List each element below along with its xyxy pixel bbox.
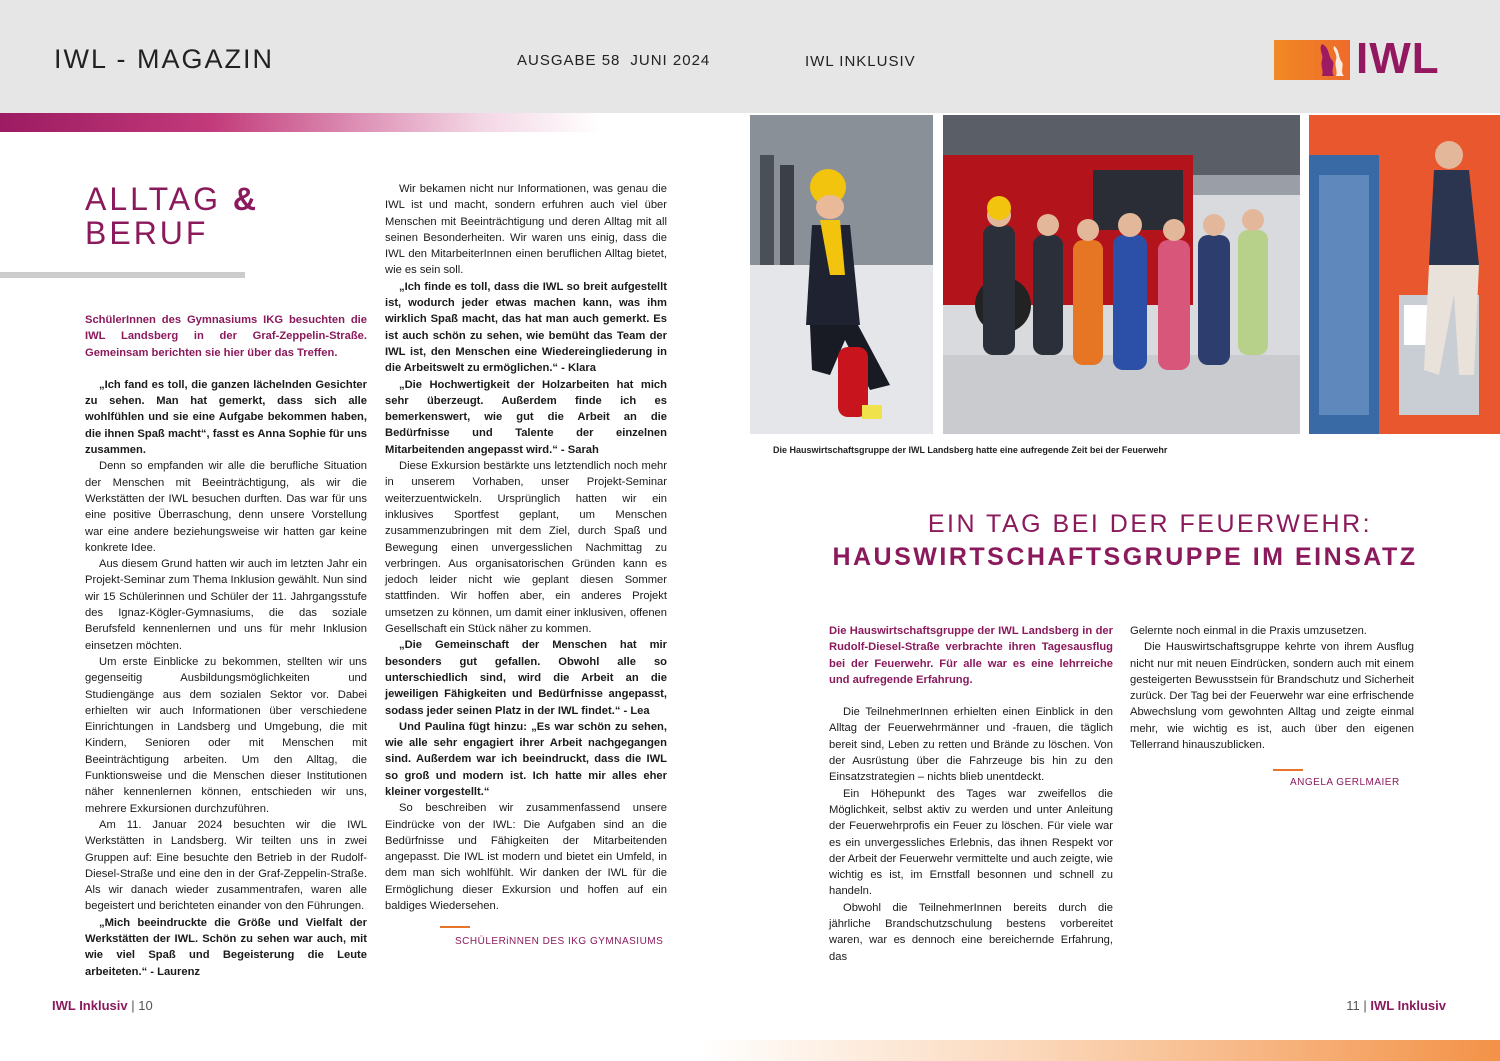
paragraph: „Mich beeindruckte die Größe und Vielfalt der Werkstätten der IWL. Schön zu sehen war auch, mit wie viel Spaß und Begeisterung die Leute arbeiteten.“ - Laurenz: [85, 916, 367, 978]
paragraph: Die TeilnehmerInnen erhielten einen Einblick in den Alltag der Feuerwehrmänner und -frauen, die täglich bereit sind, Leben zu retten und Brände zu löschen. Von der Ausrüstung über die Fahrzeuge bis hin zu den Einsatzstrategien – nichts blieb unentdeckt.: [829, 706, 1113, 784]
paragraph: „Ich finde es toll, dass die IWL so breit aufgestellt ist, wodurch jeder etwas machen kann, was ihm wirklich Spaß macht, das hat man auch gemerkt. Es ist auch schön zu sehen, wie bemüht das Team der IWL ist, den Menschen eine Wiedereingliederung in die Arbeitswelt zu ermöglichen.“ - Klara: [385, 280, 667, 375]
footer-left-page: 10: [138, 998, 153, 1013]
left-article-author: SCHÜLERiNNEN DES IKG GYMNASIUMS: [455, 936, 664, 947]
paragraph: Und Paulina fügt hinzu: „Es war schön zu sehen, wie alle sehr engagiert ihrer Arbeit nachgegangen sind. Außerdem war ich beeindruckt, dass die IWL so groß und modern ist. Ich hatte mir alles eher kleiner vorgestellt.“: [385, 720, 667, 798]
issue-month: JUNI 2024: [630, 52, 711, 69]
footer-separator: |: [131, 998, 135, 1013]
right-article-title-line-2: HAUSWIRTSCHAFTSGRUPPE IM EINSATZ: [832, 543, 1418, 571]
paragraph: Wir bekamen nicht nur Informationen, was genau die IWL ist und macht, sondern erfuhren auch viel über Menschen mit Beeinträchtigung und deren Alltag mit all seinen Besonderheiten. Wir waren uns einig, dass die IWL den MitarbeiterInnen einen beruflichen Alltag bietet, wie es sein soll.: [385, 183, 667, 277]
paragraph: Aus diesem Grund hatten wir auch im letzten Jahr ein Projekt-Seminar zum Thema Inklusion gewählt. Nun sind wir 15 Schülerinnen und Schüler der 11. Jahrgangsstufe des Ignaz-Kögler-Gymnasiums, die das soziale Berufsfeld kennenlernen und uns für mehr Inklusion einsetzen möchten.: [85, 558, 367, 652]
photo-climbing: [1309, 115, 1500, 434]
title-word-alltag: ALLTAG: [85, 181, 221, 217]
photo-fire-extinguisher: [750, 115, 933, 434]
logo-mark-icon: [1274, 40, 1350, 80]
right-article-author: ANGELA GERLMAIER: [1290, 777, 1400, 788]
left-article-column-2: [385, 181, 667, 914]
footer-right: [1346, 998, 1446, 1013]
paragraph: Obwohl die TeilnehmerInnen bereits durch die jährliche Brandschutzschulung bestens vorbereitet waren, war es dennoch eine bereichernde Erfahrung, das: [829, 901, 1113, 963]
paragraph: Am 11. Januar 2024 besuchten wir die IWL Werkstätten in Landsberg. Wir teilten uns in zwei Gruppen auf: Eine besuchte den Betrieb in der Rudolf-Diesel-Straße und eine den in der Graf-Zeppelin-Straße. Als wir danach wieder zusammentrafen, waren alle begeistert und berichteten einander von den Führungen.: [85, 818, 367, 913]
top-gradient-bar: [0, 113, 600, 132]
paragraph: Denn so empfanden wir alle die berufliche Situation der Menschen mit Beeinträchtigung, als wir die Werkstätten der IWL besuchen durften. Das war für uns eine positive Überraschung, denn unsere Vorstellung war eine andere beziehungsweise wir hatten gar keine konkrete Idee.: [85, 460, 367, 554]
photo-group-firetruck: [943, 115, 1300, 434]
right-article-title-line-1: EIN TAG BEI DER FEUERWEHR:: [927, 510, 1373, 538]
issue-number: AUSGABE 58: [517, 52, 621, 69]
paragraph: „Die Hochwertigkeit der Holzarbeiten hat mich sehr überzeugt. Außerdem finde ich es bemerkenswert, wie gut die Arbeit an die Bedürfnisse und Talente der einzelnen Mitarbeitenden angepasst wird.“ - Sarah: [385, 378, 667, 456]
paragraph: Diese Exkursion bestärkte uns letztendlich noch mehr in unserem Vorhaben, unser Projekt-Seminar weiterzuentwickeln. Ursprünglich hatten wir ein inklusives Sportfest geplant, um Menschen zusammenzubringen mit dem Ziel, durch Spaß und Bewegung einen unvergesslichen Nachmittag zu verbringen. Aus organisatorischen Gründen kann es jedoch leider nicht wie geplant diesen Sommer stattfinden. Wir hoffen aber, ein anderes Projekt umsetzen zu können, um damit einer inklusiven, offenen Gesellschaft ein Stück näher zu kommen.: [385, 460, 667, 636]
right-article-column-1: [829, 623, 1113, 965]
left-article-column-1: [85, 312, 367, 980]
magazine-title: IWL - MAGAZIN: [54, 44, 274, 74]
paragraph: Die Hauswirtschaftsgruppe kehrte von ihrem Ausflug nicht nur mit neuen Eindrücken, sondern auch mit einem gesteigerten Bewusstsein für Brandschutz und Sicherheit zurück. Der Tag bei der Feuerwehr war eine erfrischende Abwechslung vom gewohnten Alltag und zeigte einmal mehr, wie wichtig es ist, auch über den eigenen Tellerrand hinauszublicken.: [1130, 641, 1414, 752]
section-title: IWL INKLUSIV: [805, 53, 916, 70]
title-ampersand: &: [232, 181, 259, 217]
paragraph: „Die Gemeinschaft der Menschen hat mir besonders gut gefallen. Obwohl alle so unterschiedlich sind, wird die Arbeit an die jeweiligen Fähigkeiten und Bedürfnisse angepasst, sodass jeder seinen Platz in der IWL findet.“ - Lea: [385, 639, 667, 717]
left-article-title: [85, 182, 259, 250]
title-word-beruf: BERUF: [85, 215, 209, 251]
paragraph: Um erste Einblicke zu bekommen, stellten wir uns gegenseitig Ausbildungsmöglichkeiten und Studiengänge aus dem sozialen Sektor vor. Dabei erhielten wir auch Informationen über verschiedene Einrichtungen in Landsberg und Umgebung, die mit Kindern, Senioren oder mit Menschen mit Beeinträchtigung arbeiten. Um den Alltag, die Funktionsweise und die Menschen dieser Institutionen näher kennenlernen können, entschieden wir uns, mehrere Exkursionen durchzuführen.: [85, 655, 367, 815]
author-dash: [440, 926, 470, 928]
logo-text: IWL: [1356, 34, 1440, 83]
footer-right-page: 11: [1346, 998, 1360, 1013]
paragraph: „Ich fand es toll, die ganzen lächelnden Gesichter zu sehen. Man hat gemerkt, dass sich alle wohlfühlen und sie eine Aufgabe bekommen haben, die ihnen Spaß macht“, fasst es Anna Sophie für uns zusammen.: [85, 378, 367, 457]
paragraph: Gelernte noch einmal in die Praxis umzusetzen.: [1130, 625, 1367, 637]
title-underline: [0, 272, 245, 278]
photo-caption: Die Hauswirtschaftsgruppe der IWL Landsberg hatte eine aufregende Zeit bei der Feuerwehr: [773, 445, 1168, 455]
footer-separator: |: [1363, 998, 1367, 1013]
author-dash: [1273, 769, 1303, 771]
iwl-logo: [1274, 34, 1446, 83]
paragraph: Ein Höhepunkt des Tages war zweifellos die Möglichkeit, selbst aktiv zu werden und unter Anleitung der Feuerwehrprofis ein Feuer zu löschen. Für viele war es ein unvergessliches Erlebnis, das ihnen Respekt vor der Arbeit der Feuerwehr vermittelte und auch zeigte, wie wichtig es ist, im Ernstfall besonnen und schnell zu handeln.: [829, 787, 1113, 898]
right-article-column-2: [1130, 623, 1414, 753]
paragraph: So beschreiben wir zusammenfassend unsere Eindrücke von der IWL: Die Aufgaben sind an die Bedürfnisse und Fähigkeiten der Mitarbeitenden angepasst. Die IWL ist modern und bietet ein Umfeld, in dem man sich wohlfühlt. Wir danken der IWL für die Ermöglichung dieser Exkursion und hoffen auf ein baldiges Wiedersehen.: [385, 802, 667, 913]
footer-right-name: IWL Inklusiv: [1370, 998, 1446, 1013]
footer-left: [52, 998, 153, 1013]
bottom-gradient-bar: [700, 1040, 1500, 1061]
left-article-lead: SchülerInnen des Gymnasiums IKG besuchten die IWL Landsberg in der Graf-Zeppelin-Straße. Gemeinsam berichten sie hier über das Treffen.: [85, 314, 367, 359]
right-article-lead: Die Hauswirtschaftsgruppe der IWL Landsberg in der Rudolf-Diesel-Straße verbrachte ihren Tagesausflug bei der Feuerwehr. Für alle war es eine lehrreiche und aufregende Erfahrung.: [829, 625, 1113, 686]
footer-left-name: IWL Inklusiv: [52, 998, 128, 1013]
issue-info: [517, 52, 710, 69]
